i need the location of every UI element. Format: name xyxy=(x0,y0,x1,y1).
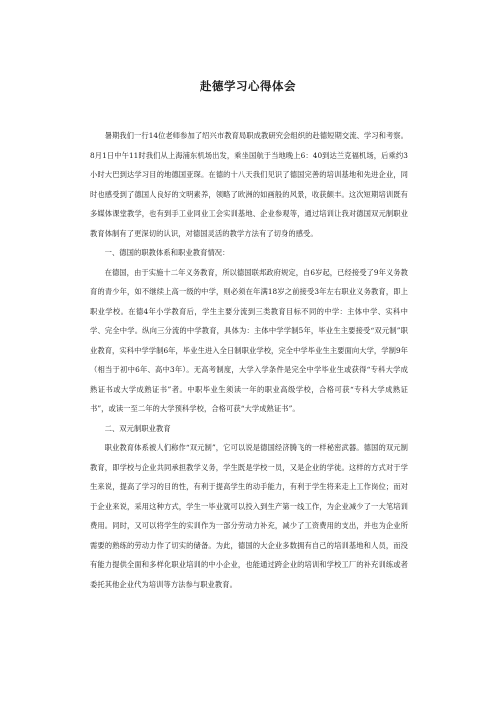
paragraph-education-system: 在德国，由于实施十二年义务教育，所以德国联邦政府规定，自6岁起，已经接受了9年义务教育的青少年，如不继续上高一级的中学，则必须在年满18岁之前接受3年左右职业义务教育，即上职业学校。在德4年小学教育后，学生主要分流到三类教育目标不同的中学：主体中学、实科中学、完全中学。纵向三分流的中学教育，具体为：主体中学学制5年，毕业生主要接受“双元制”职业教育，实科中学学制6年，毕业生进入全日制职业学校，完全中学毕业生主要面向大学，学制9年（相当于初中6年、高中3年）。无高考制度，大学入学条件是完全中学毕业生或获得“专科大学成熟证书或大学成熟证书”者。中职毕业生须读一年的职业高级学校，合格可获“专科大学成熟证书”，或读一至二年的大学预科学校，合格可获“大学成熟证书”。 xyxy=(90,267,408,413)
section-heading-1: 一、德国的职教体系和职业教育情况： xyxy=(104,248,230,257)
paragraph-intro: 暑期我们一行14位老师参加了绍兴市教育局职成教研究会组织的赴德短期交流、学习和考察。8月1日中午11时我们从上海浦东机场出发，乘坐国航于当地晚上6：40到达兰克福机场，后乘约3小时大巴到达学习目的地德国亚琛。在德的十八天我们见识了德国完善的培训基地和先进企业，同时也感受到了德国人良好的文明素养，领略了欧洲的如画般的风景，收获颇丰。这次短期培训既有多媒体课堂教学，也有到手工业同业工会实训基地、企业参观等，通过培训让我对德国双元制职业教育体制有了更深切的认识，对德国灵活的教学方法有了切身的感受。 xyxy=(90,131,408,238)
section-heading-2: 二、双元制职业教育 xyxy=(104,423,171,433)
document-title: 赴德学习心得体会 xyxy=(200,79,296,93)
paragraph-dual-system: 职业教育体系被人们称作“双元制”，它可以说是德国经济腾飞的一样秘密武器。德国的双元制教育，即学校与企业共同承担教学义务，学生既是学校一员，又是企业的学徒。这样的方式对于学生来说，提高了学习的目的性，有利于提高学生的动手能力，有利于学生将来走上工作岗位；而对于企业来说，采用这种方式，学生一毕业就可以投入到生产第一线工作，为企业减少了一大笔培训费用。同时，又可以将学生的实训作为一部分劳动力补充，减少了工资费用的支出，并也为企业所需要的熟练的劳动力作了切实的储备。为此，德国的大企业多数拥有自己的培训基地和人员，而没有能力提供全面和多样化职业培训的中小企业，也能通过跨企业的培训和学校工厂的补充训练或者委托其他企业代为培训等方法参与职业教育。 xyxy=(90,443,408,589)
document-body xyxy=(90,126,408,594)
